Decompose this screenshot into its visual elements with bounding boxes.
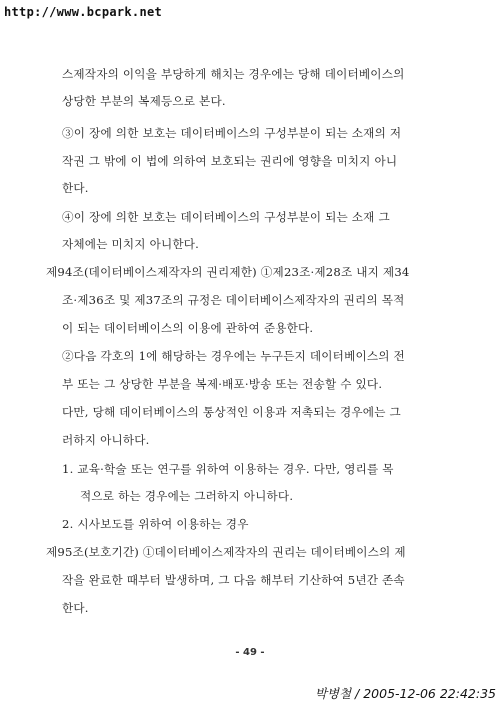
body-line: 스제작자의 이익을 부당하게 해치는 경우에는 당해 데이터베이스의 <box>62 67 405 81</box>
body-line: 이 되는 데이터베이스의 이용에 관하여 준용한다. <box>62 321 314 335</box>
author-timestamp: 박병철 / 2005-12-06 22:42:35 <box>314 686 496 701</box>
body-line: 다만, 당해 데이터베이스의 통상적인 이용과 저촉되는 경우에는 그 <box>62 405 401 419</box>
body-line: ②다음 각호의 1에 해당하는 경우에는 누구든지 데이터베이스의 전 <box>62 349 405 363</box>
body-line: 러하지 아니하다. <box>62 433 150 447</box>
body-line: 자체에는 미치지 아니한다. <box>62 237 200 251</box>
body-line: ③이 장에 의한 보호는 데이터베이스의 구성부분이 되는 소재의 저 <box>62 126 402 140</box>
page-number: - 49 - <box>235 647 265 658</box>
body-line: 작을 완료한 때부터 발생하며, 그 다음 해부터 기산하여 5년간 존속 <box>62 573 405 587</box>
body-line: 제95조(보호기간) ①데이터베이스제작자의 권리는 데이터베이스의 제 <box>46 545 406 559</box>
body-line: 2. 시사보도를 위하여 이용하는 경우 <box>62 517 249 531</box>
body-line: 제94조(데이터베이스제작자의 권리제한) ①제23조·제28조 내지 제34 <box>46 265 410 279</box>
body-line: 작권 그 밖에 이 법에 의하여 보호되는 권리에 영향을 미치지 아니 <box>62 154 398 168</box>
body-line: 한다. <box>62 601 89 615</box>
body-line: 부 또는 그 상당한 부분을 복제·배포·방송 또는 전송할 수 있다. <box>62 377 383 391</box>
body-line: 조·제36조 및 제37조의 규정은 데이터베이스제작자의 권리의 목적 <box>62 293 405 307</box>
watermark-url: http://www.bcpark.net <box>4 5 163 19</box>
body-line: 상당한 부분의 복제등으로 본다. <box>62 94 226 108</box>
body-line: 1. 교육·학술 또는 연구를 위하여 이용하는 경우. 다만, 영리를 목 <box>62 462 394 476</box>
body-line: 한다. <box>62 181 89 195</box>
body-line: ④이 장에 의한 보호는 데이터베이스의 구성부분이 되는 소재 그 <box>62 210 390 224</box>
body-line: 적으로 하는 경우에는 그러하지 아니하다. <box>80 489 294 503</box>
